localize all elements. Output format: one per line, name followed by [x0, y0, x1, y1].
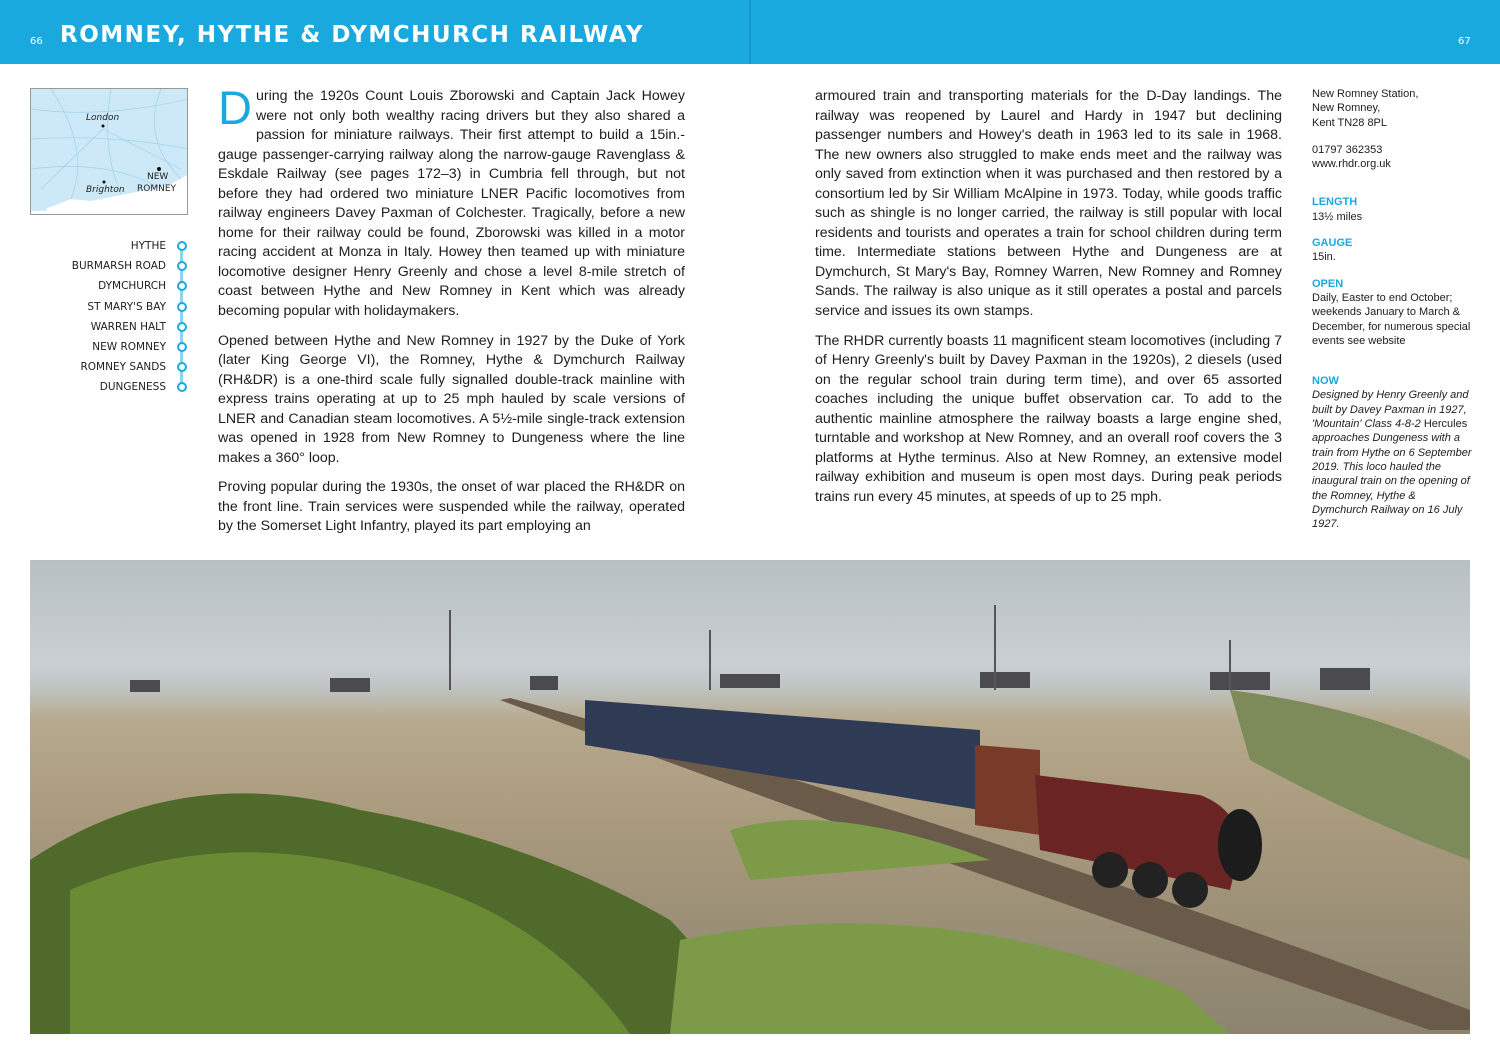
station-list: [40, 238, 190, 400]
length-value: 13½ miles: [1312, 210, 1363, 223]
drop-cap: D: [218, 81, 252, 134]
gauge-value: 15in.: [1312, 251, 1336, 264]
station-dot-icon: [177, 382, 187, 392]
page-title: ROMNEY, HYTHE & DYMCHURCH RAILWAY: [60, 22, 644, 48]
paragraph-5: The RHDR currently boasts 11 magnificent steam locomotives (including 7 of Henry Greenly's built by Davey Paxman in the 1920s), 2 diesels (used on the regular school train during term time), and over 65 assorted coaches including the unique buffet observation car. To add to the authentic mainline atmosphere the railway boasts a large engine shed, turntable and workshop at New Romney, and an overall roof covers the 3 platforms at Hythe terminus. Also at New Romney, an extensive model railway exhibition and museum is open most days. During peak periods trains run every 45 minutes, at speeds of up to 25 mph.: [815, 332, 1282, 505]
website-link[interactable]: www.rhdr.org.uk: [1312, 158, 1391, 171]
page-number-left: 66: [30, 36, 43, 47]
map-label-london: London: [86, 113, 120, 123]
station-dot-icon: [177, 281, 187, 291]
station-dot-icon: [177, 261, 187, 271]
gauge-heading: GAUGE: [1312, 237, 1353, 250]
length-heading: LENGTH: [1312, 196, 1358, 209]
open-value: Daily, Easter to end October; weekends January to March & December, for numerous special events see website: [1312, 291, 1471, 347]
open-heading: OPEN: [1312, 277, 1344, 290]
phone: 01797 362353: [1312, 143, 1383, 156]
paragraph-4: armoured train and transporting materials for the D-Day landings. The railway was reopened by Laurel and Hardy in 1947 but declining passenger numbers and Howey's death in 1963 led to its sale in 1968. The new owners also struggled to make ends meet and the railway was only saved from extinction when it was purchased and then restored by a consortium led by Sir William McAlpine in 1973. Today, while goods traffic such as shingle is no longer carried, the railway is still popular with local residents and tourists and operates a train for school children during term time. Intermediate stations between Hythe and Dungeness are at Dymchurch, St Mary's Bay, Romney Warren, New Romney and Romney Sands. The railway is also unique as it still operates a postal and parcels service and issues its own stamps.: [815, 88, 1282, 320]
info-sidebar: [1312, 87, 1472, 531]
station-dot-icon: [177, 322, 187, 332]
now-heading: NOW: [1312, 375, 1339, 388]
station-dot-icon: [177, 362, 187, 372]
station-item: NEW ROMNEY: [40, 339, 190, 359]
paragraph-2: Opened between Hythe and New Romney in 1927 by the Duke of York (later King George VI), the Romney, Hythe & Dymchurch Railway (RH&DR) is a one-third scale fully signalled double-track mainline with express trains operating at up to 25 mph hauled by scale versions of LNER and Canadian steam locomotives. A 5½-mile single-track extension was opened in 1928 from New Romney to Dungeness where the line makes a 360° loop.: [218, 332, 685, 466]
station-dot-icon: [177, 241, 187, 251]
page-number-right: 67: [1458, 36, 1471, 47]
station-item: HYTHE: [40, 238, 190, 258]
address: New Romney Station, New Romney, Kent TN28 8PL: [1312, 88, 1419, 129]
station-item: ROMNEY SANDS: [40, 359, 190, 379]
train-photo: [30, 560, 1470, 1034]
photo-scene: [30, 560, 1470, 1034]
station-dot-icon: [177, 302, 187, 312]
station-item: ST MARY'S BAY: [40, 299, 190, 319]
station-item: BURMARSH ROAD: [40, 258, 190, 278]
station-dot-icon: [177, 342, 187, 352]
station-item: WARREN HALT: [40, 319, 190, 339]
paragraph-3: Proving popular during the 1930s, the onset of war placed the RH&DR on the front line. Train services were suspended while the railway, operated by the Somerset Light Infantry, played its part employing an: [218, 479, 685, 535]
map-label-brighton: Brighton: [86, 185, 125, 195]
body-column-left: [218, 81, 685, 547]
paragraph-1: During the 1920s Count Louis Zborowski and Captain Jack Howey were not only both wealthy racing drivers but they also shared a passion for miniature railways. Their first attempt to build a 15in.-gauge passenger-carrying railway along the narrow-gauge Ravenglass & Eskdale Railway (see pages 172–3) in Cumbria fell through, but not before they had ordered two miniature LNER Pacific locomotives from railway engineers Davey Paxman of Colchester. Tragically, before a new home for their railway could be found, Zborowski was killed in a motor racing accident at Monza in Italy. Howey then teamed up with miniature locomotive designer Henry Greenly and chose a level 8-mile stretch of coast between Hythe and New Romney in Kent which was already becoming popular with holidaymakers.: [218, 81, 685, 320]
station-item: DYMCHURCH: [40, 278, 190, 298]
location-map: [30, 88, 188, 215]
map-label-new: NEW: [147, 172, 169, 182]
map-graphic: [31, 89, 188, 215]
body-column-right: [815, 87, 1282, 517]
map-label-romney: ROMNEY: [137, 184, 177, 194]
station-item: DUNGENESS: [40, 379, 190, 399]
photo-caption: Designed by Henry Greenly and built by Davey Paxman in 1927, 'Mountain' Class 4-8-2 Hercules approaches Dungeness with a train from Hythe on 6 September 2019. This loco hauled the inaugural train on the opening of the Romney, Hythe & Dymchurch Railway on 16 July 1927.: [1312, 389, 1472, 531]
page-gutter: [749, 0, 751, 64]
